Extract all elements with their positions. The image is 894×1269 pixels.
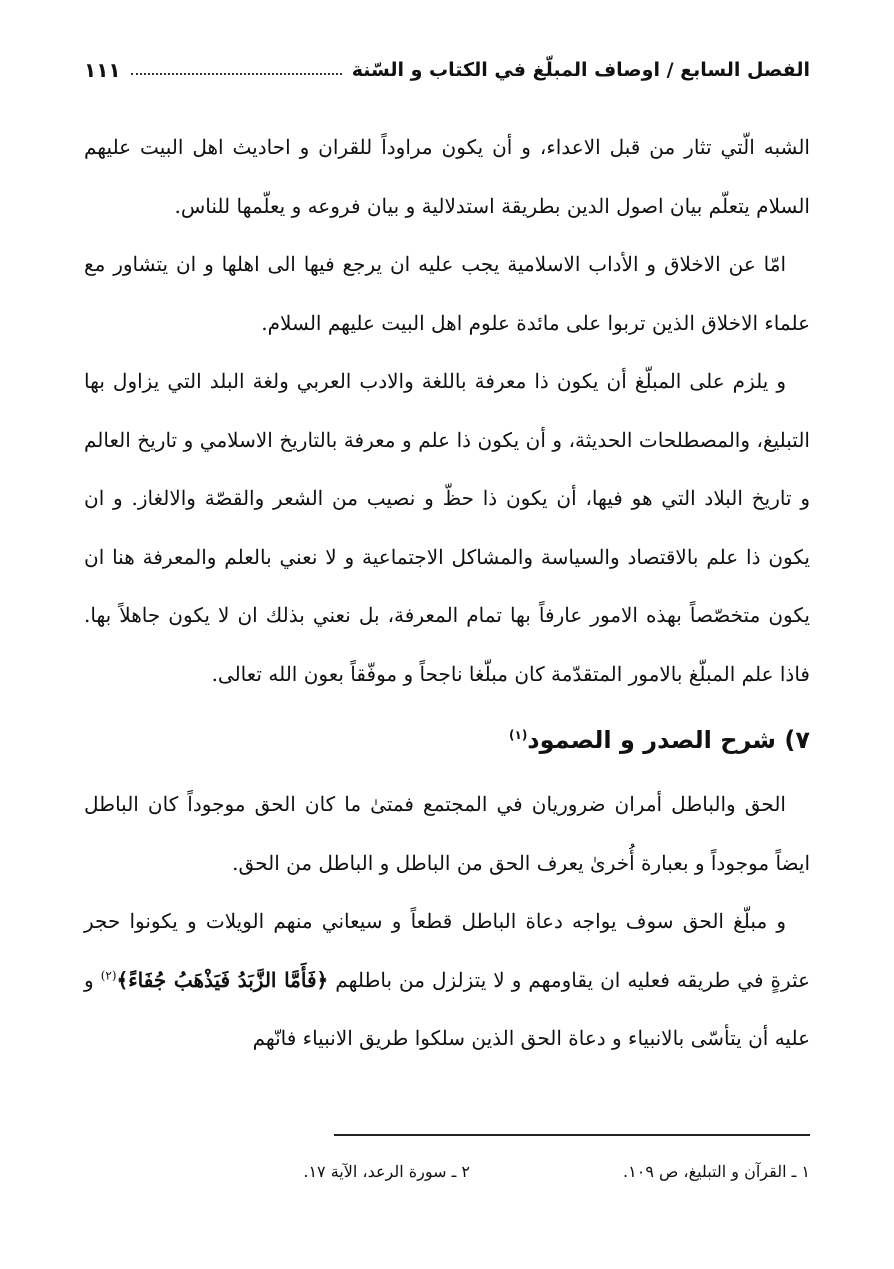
- page-number: ١١١: [84, 58, 121, 82]
- footnote-ref-2: (٢): [100, 967, 117, 982]
- paragraph-2: امّا عن الاخلاق و الأداب الاسلامية يجب عليه ان يرجع فيها الى اهلها و ان يتشاور مع علماء الاخلاق الذين تربوا على مائدة علوم اهل البيت عليهم السلام.: [84, 252, 810, 335]
- running-header: [84, 52, 810, 88]
- paragraph-5: [84, 892, 810, 1068]
- footnote-separator: [334, 1134, 810, 1136]
- paragraph-4: الحق والباطل أمران ضروريان في المجتمع فمتىٰ ما كان الحق موجوداً كان الباطل ايضاً موجوداً و بعبارة أُخرىٰ يعرف الحق من الباطل و الباطل من الحق.: [84, 792, 810, 875]
- footnote-1: ١ ـ القرآن و التبليغ، ص ١٠٩.: [623, 1162, 810, 1181]
- footnote-2: ٢ ـ سورة الرعد، الآية ١٧.: [303, 1162, 470, 1181]
- chapter-title: الفصل السابع / اوصاف المبلّغ في الكتاب و السّنة: [351, 59, 810, 81]
- paragraph-5-continuation: و عليه أن يتأسّى بالانبياء و دعاة الحق الذين سلكوا طريق الانبياء فانّهم: [84, 967, 810, 1050]
- section-heading-text: ٧) شرح الصدر و الصمود: [527, 726, 810, 754]
- leader-dots: [131, 73, 342, 75]
- footnote-ref-1: (١): [509, 728, 528, 742]
- paragraph-5-text: و مبلّغ الحق سوف يواجه دعاة الباطل قطعاً و سيعاني منهم الويلات و يكونوا حجر عثرةٍ في طريقه فعليه ان يقاومهم و لا يتزلزل من باطلهم: [84, 909, 811, 992]
- quran-verse: ﴿فَأَمَّا الزَّبَدُ فَيَذْهَبُ جُفَاءً﴾: [116, 967, 329, 992]
- paragraph-3: و يلزم على المبلّغ أن يكون ذا معرفة باللغة والادب العربي ولغة البلد التي يزاول بها التبليغ، والمصطلحات الحديثة، و أن يكون ذا علم و معرفة بالتاريخ الاسلامي و تاريخ العالم و تاريخ البلاد التي هو فيها، أن يكون ذا حظّ و نصيب من الشعر والقصّة والالغاز. و ان يكون ذا علم بالاقتصاد والسياسة والمشاكل الاجتماعية و لا نعني بالعلم والمعرفة هنا ان يكون متخصّصاً بهذه الامور عارفاً بها تمام المعرفة، بل نعني بذلك ان لا يكون جاهلاً بها. فاذا علم المبلّغ بالامور المتقدّمة كان مبلّغا ناجحاً و موفّقاً بعون الله تعالى.: [84, 369, 810, 686]
- paragraph-1: الشبه الّتي تثار من قبل الاعداء، و أن يكون مراوداً للقران و احاديث اهل البيت عليهم السلام يتعلّم بيان اصول الدين بطريقة استدلالية و بيان فروعه و يعلّمها للناس.: [84, 135, 810, 218]
- section-heading: [84, 709, 810, 771]
- footnotes: [84, 1162, 810, 1192]
- page-body: [84, 118, 810, 1068]
